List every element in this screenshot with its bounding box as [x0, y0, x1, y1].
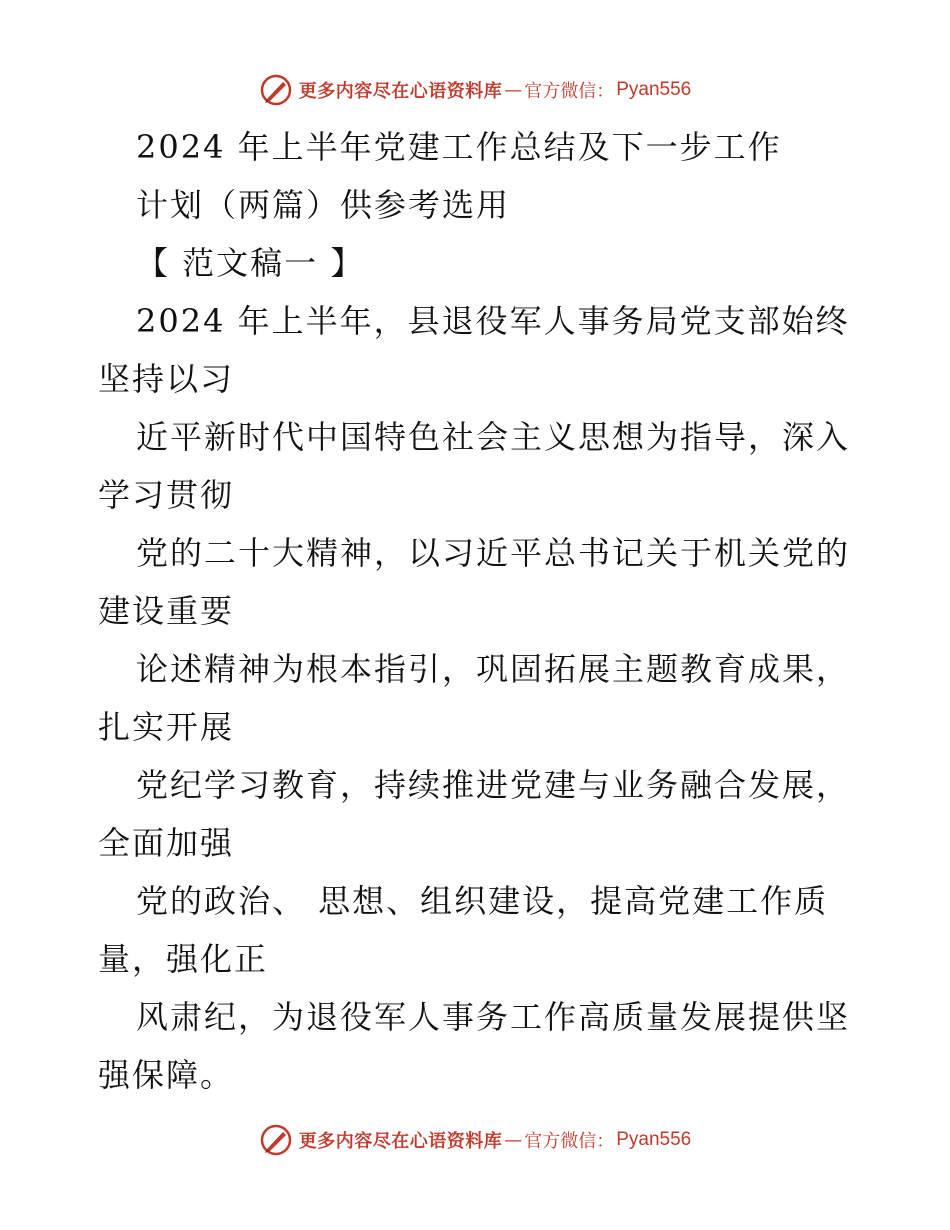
footer-banner [0, 1118, 950, 1162]
paragraph-line: 扎实开展 [98, 708, 235, 746]
banner-wechat-id: Pyan556 [616, 79, 692, 100]
banner-main-text: 更多内容尽在心语资料库 [298, 81, 503, 102]
banner-main-text: 更多内容尽在心语资料库 [298, 1131, 503, 1152]
pen-logo-icon [259, 1123, 293, 1157]
paragraph-line: 党纪学习教育，持续推进党建与业务融合发展， [136, 766, 851, 804]
document-body [98, 118, 858, 1104]
title-line-2: 计划（两篇）供参考选用 [136, 186, 511, 224]
paragraph-line: 全面加强 [98, 824, 235, 862]
banner-wechat-label: 官方微信： [524, 81, 615, 102]
banner-dash: — [504, 79, 523, 101]
section-heading: 【 范文稿一 】 [136, 244, 365, 282]
paragraph-line: 党的政治、 思想、组织建设，提高党建工作质 [136, 882, 829, 920]
paragraph-line: 坚持以习 [98, 360, 235, 398]
paragraph-line: 建设重要 [98, 592, 235, 630]
paragraph-line: 论述精神为根本指引，巩固拓展主题教育成果， [136, 650, 851, 688]
banner-dash: — [504, 1129, 523, 1151]
paragraph-line: 近平新时代中国特色社会主义思想为指导，深入 [136, 418, 851, 456]
paragraph-line: 量，强化正 [98, 940, 269, 978]
banner-wechat-label: 官方微信： [524, 1131, 615, 1152]
paragraph-line: 2024 年上半年，县退役军人事务局党支部始终 [136, 302, 850, 340]
pen-logo-icon [259, 73, 293, 107]
paragraph-line: 学习贯彻 [98, 476, 235, 514]
banner-wechat-id: Pyan556 [616, 1129, 692, 1150]
paragraph-line: 强保障。 [98, 1056, 235, 1094]
paragraph-line: 风肃纪，为退役军人事务工作高质量发展提供坚 [136, 998, 851, 1036]
title-line-1: 2024 年上半年党建工作总结及下一步工作 [136, 128, 782, 166]
paragraph-line: 党的二十大精神，以习近平总书记关于机关党的 [136, 534, 851, 572]
header-banner [0, 68, 950, 112]
